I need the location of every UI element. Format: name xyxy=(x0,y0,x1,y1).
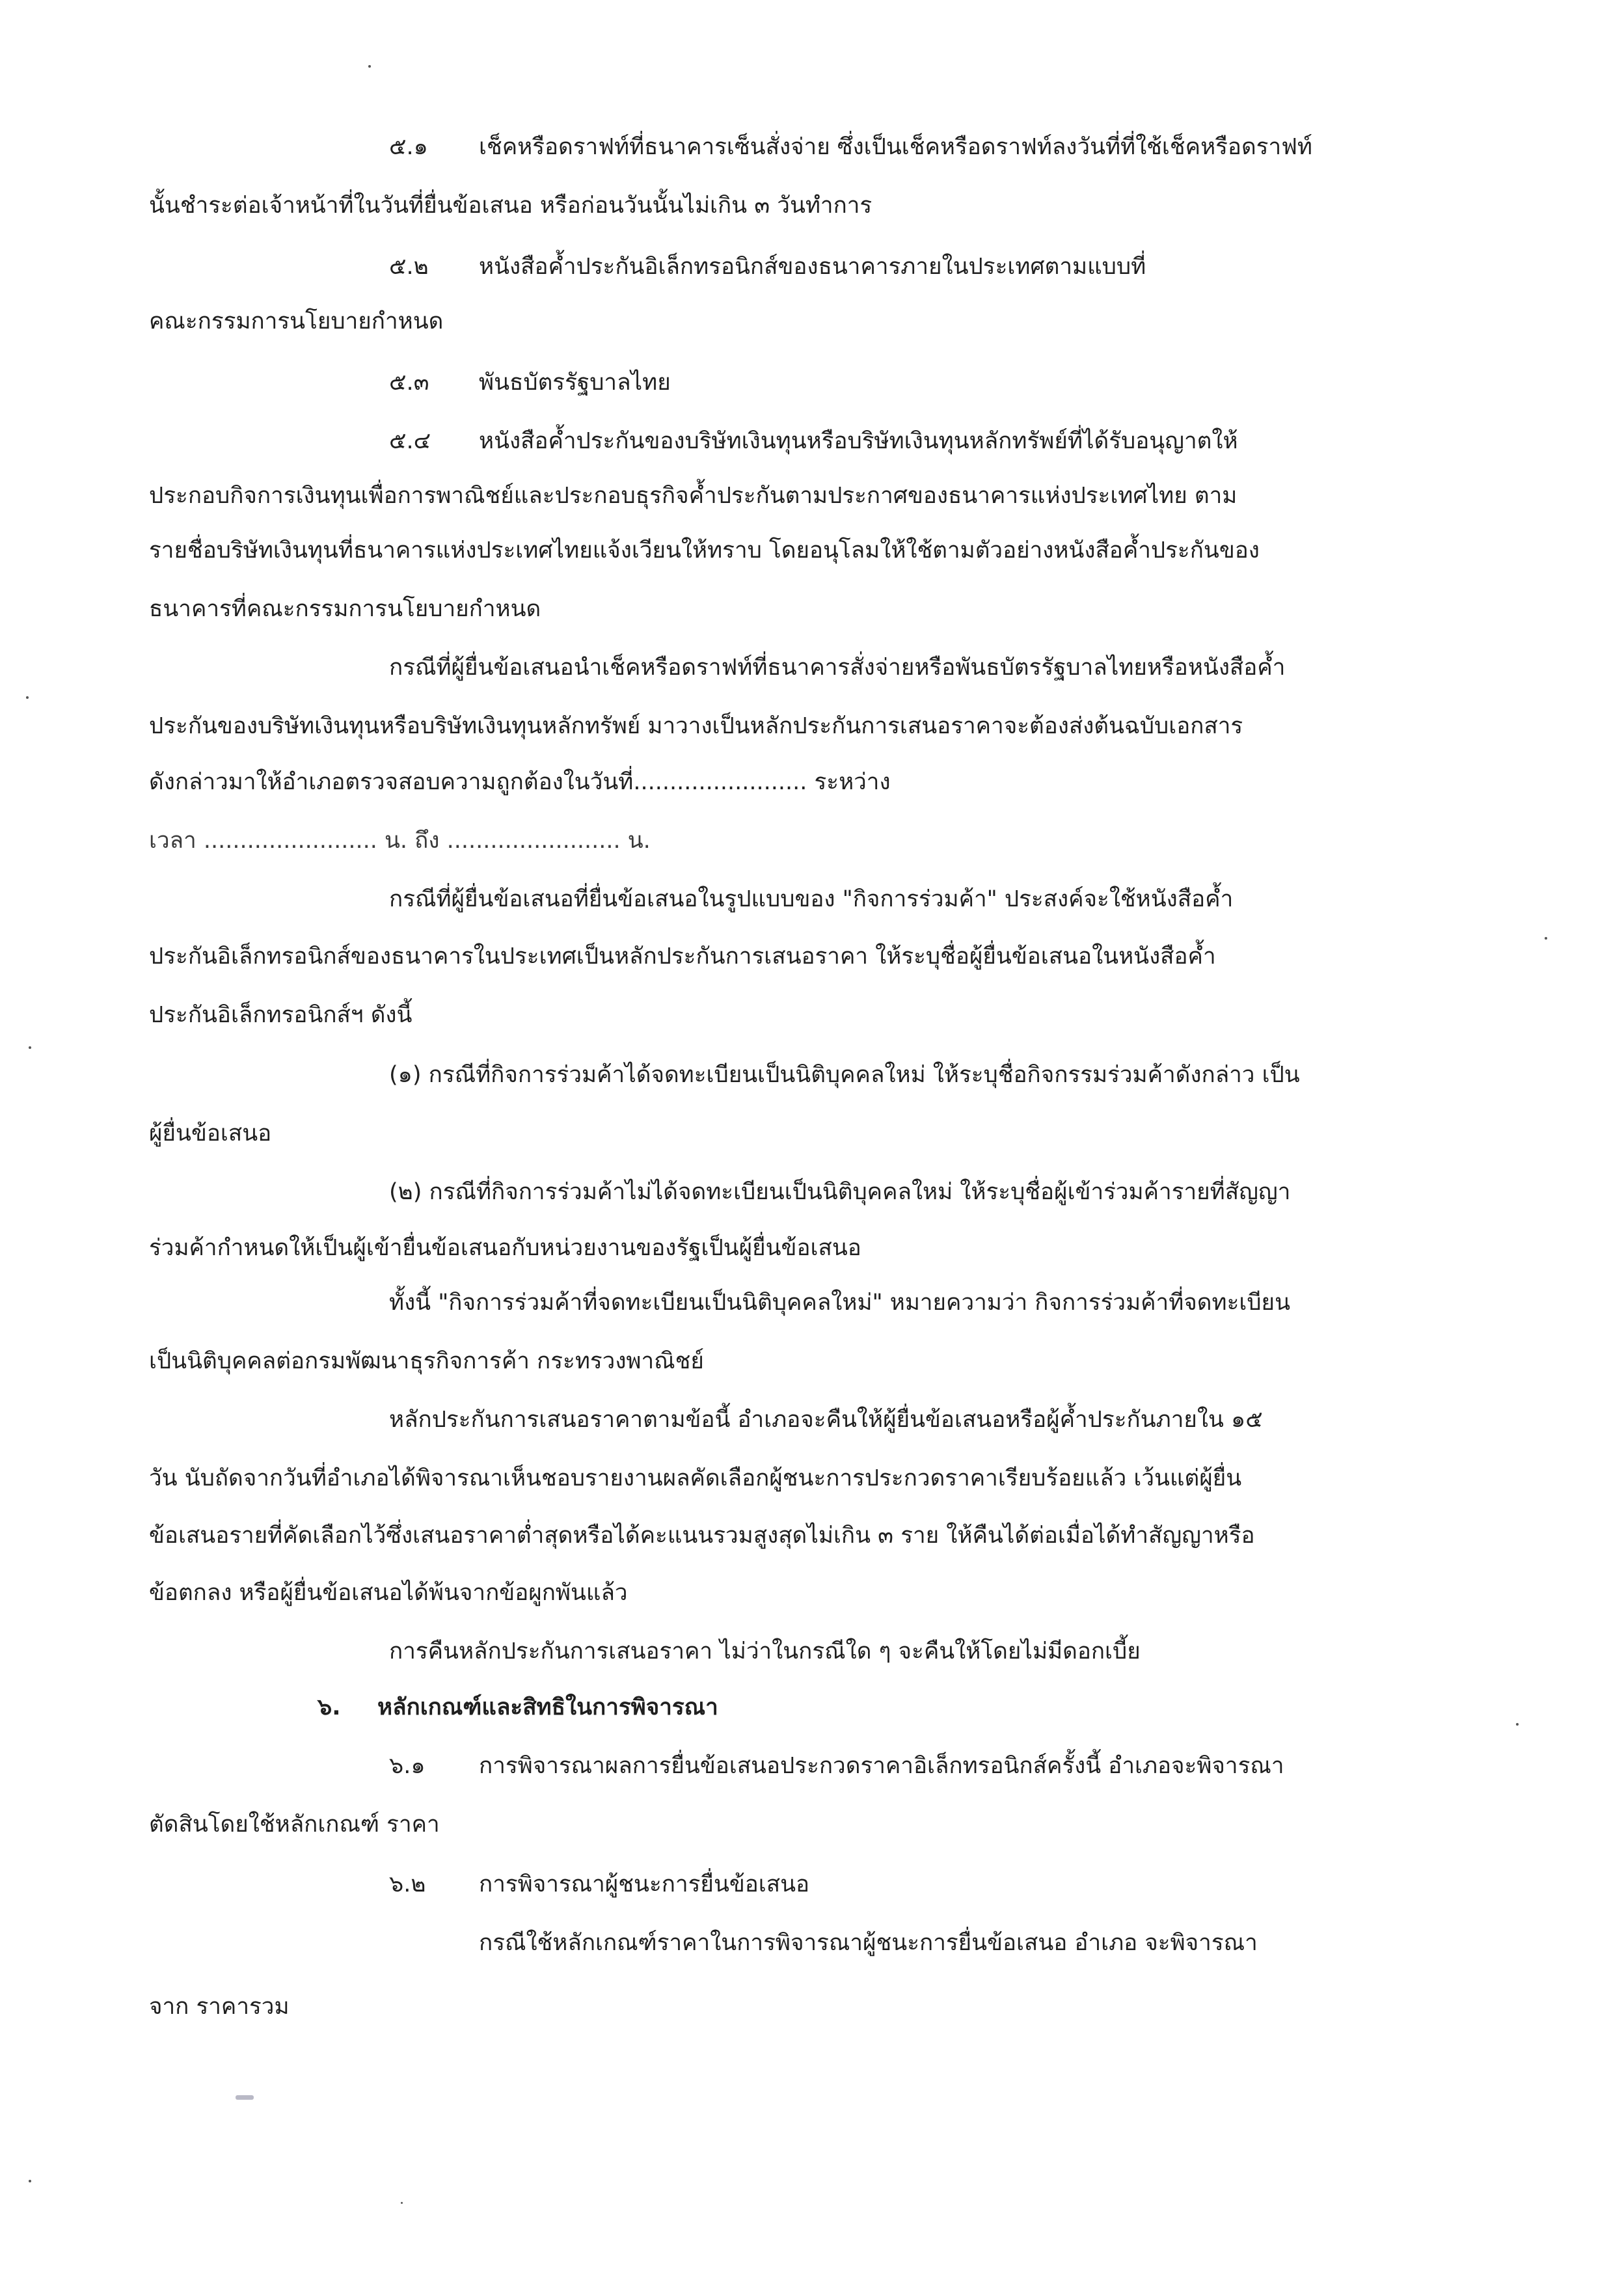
clause-6-1-continued: ตัดสินโดยใช้หลักเกณฑ์ ราคา xyxy=(149,1812,440,1838)
clause-5-2-continued: คณะกรรมการนโยบายกำหนด xyxy=(149,308,444,334)
clause-5-1-continued: นั้นชำระต่อเจ้าหน้าที่ในวันที่ยื่นข้อเสนอ หรือก่อนวันนั้นไม่เกิน ๓ วันทำการ xyxy=(149,193,873,219)
paragraph-h-line-1: กรณีใช้หลักเกณฑ์ราคาในการพิจารณาผู้ชนะการยื่นข้อเสนอ อำเภอ จะพิจารณา xyxy=(479,1930,1258,1956)
clause-5-4 xyxy=(389,426,1238,457)
clause-5-3 xyxy=(389,367,671,398)
clause-text: หนังสือค้ำประกันอิเล็กทรอนิกส์ของธนาคารภายในประเทศตามแบบที่ xyxy=(479,254,1146,280)
section-title: หลักเกณฑ์และสิทธิในการพิจารณา xyxy=(377,1694,718,1720)
scan-speck xyxy=(368,65,371,68)
scan-speck xyxy=(29,2180,31,2182)
clause-5-4-line-4: ธนาคารที่คณะกรรมการนโยบายกำหนด xyxy=(149,596,541,622)
clause-number: ๖.๑ xyxy=(389,1753,426,1779)
clause-5-4-line-3: รายชื่อบริษัทเงินทุนที่ธนาคารแห่งประเทศไทยแจ้งเวียนให้ทราบ โดยอนุโลมให้ใช้ตามตัวอย่างหนังสือค้ำประกันของ xyxy=(149,537,1260,563)
clause-text: พันธบัตรรัฐบาลไทย xyxy=(479,370,671,396)
clause-number: ๕.๔ xyxy=(389,428,431,454)
clause-6-1 xyxy=(389,1750,1284,1782)
paragraph-d-line-2: ร่วมค้ากำหนดให้เป็นผู้เข้ายื่นข้อเสนอกับหน่วยงานของรัฐเป็นผู้ยื่นข้อเสนอ xyxy=(149,1235,861,1261)
clause-number: ๕.๓ xyxy=(389,370,429,396)
paragraph-f-line-3: ข้อเสนอรายที่คัดเลือกไว้ซึ่งเสนอราคาต่ำสุดหรือได้คะแนนรวมสูงสุดไม่เกิน ๓ ราย ให้คืนได้ต่อเมื่อได้ทำสัญญาหรือ xyxy=(149,1523,1255,1549)
paragraph-g-line-1: การคืนหลักประกันการเสนอราคา ไม่ว่าในกรณีใด ๆ จะคืนให้โดยไม่มีดอกเบี้ย xyxy=(389,1638,1141,1664)
paragraph-f-line-2: วัน นับถัดจากวันที่อำเภอได้พิจารณาเห็นชอบรายงานผลคัดเลือกผู้ชนะการประกวดราคาเรียบร้อยแล้ว เว้นแต่ผู้ยื่น xyxy=(149,1465,1242,1491)
clause-number: ๖.๒ xyxy=(389,1871,426,1897)
paragraph-b-line-3: ประกันอิเล็กทรอนิกส์ฯ ดังนี้ xyxy=(149,1002,413,1028)
scan-speck xyxy=(1516,1723,1519,1726)
clause-number: ๕.๒ xyxy=(389,254,429,280)
scan-speck xyxy=(401,2202,403,2204)
clause-text: การพิจารณาผลการยื่นข้อเสนอประกวดราคาอิเล็กทรอนิกส์ครั้งนี้ อำเภอจะพิจารณา xyxy=(479,1753,1284,1779)
paragraph-b-line-2: ประกันอิเล็กทรอนิกส์ของธนาคารในประเทศเป็นหลักประกันการเสนอราคา ให้ระบุชื่อผู้ยื่นข้อเสนอในหนังสือค้ำ xyxy=(149,943,1216,970)
paragraph-f-line-1: หลักประกันการเสนอราคาตามข้อนี้ อำเภอจะคืนให้ผู้ยื่นข้อเสนอหรือผู้ค้ำประกันภายใน ๑๕ xyxy=(389,1407,1263,1433)
paragraph-b-line-1: กรณีที่ผู้ยื่นข้อเสนอที่ยื่นข้อเสนอในรูปแบบของ "กิจการร่วมค้า" ประสงค์จะใช้หนังสือค้ำ xyxy=(389,886,1234,912)
clause-6-2 xyxy=(389,1869,809,1900)
clause-number: ๕.๑ xyxy=(389,134,428,160)
scan-speck xyxy=(29,1046,31,1049)
paragraph-e-line-1: ทั้งนี้ "กิจการร่วมค้าที่จดทะเบียนเป็นนิติบุคคลใหม่" หมายความว่า กิจการร่วมค้าที่จดทะเบียน xyxy=(389,1290,1290,1316)
paragraph-d-line-1: (๒) กรณีที่กิจการร่วมค้าไม่ได้จดทะเบียนเป็นนิติบุคคลใหม่ ให้ระบุชื่อผู้เข้าร่วมค้ารายที่สัญญา xyxy=(389,1179,1291,1205)
paragraph-a-line-2: ประกันของบริษัทเงินทุนหรือบริษัทเงินทุนหลักทรัพย์ มาวางเป็นหลักประกันการเสนอราคาจะต้องส่งต้นฉบับเอกสาร xyxy=(149,713,1243,739)
clause-5-1 xyxy=(389,131,1312,163)
paragraph-e-line-2: เป็นนิติบุคคลต่อกรมพัฒนาธุรกิจการค้า กระทรวงพาณิชย์ xyxy=(149,1348,704,1374)
scan-speck xyxy=(1545,937,1547,940)
clause-5-4-line-2: ประกอบกิจการเงินทุนเพื่อการพาณิชย์และประกอบธุรกิจค้ำประกันตามประกาศของธนาคารแห่งประเทศไทย ตาม xyxy=(149,483,1238,509)
scan-mark xyxy=(236,2095,254,2100)
paragraph-c-line-1: (๑) กรณีที่กิจการร่วมค้าได้จดทะเบียนเป็นนิติบุคคลใหม่ ให้ระบุชื่อกิจกรรมร่วมค้าดังกล่าว เป็น xyxy=(389,1062,1300,1088)
clause-5-2 xyxy=(389,251,1146,282)
section-6-heading xyxy=(318,1692,718,1723)
section-number: ๖. xyxy=(318,1694,341,1720)
paragraph-f-line-4: ข้อตกลง หรือผู้ยื่นข้อเสนอได้พ้นจากข้อผูกพันแล้ว xyxy=(149,1580,628,1606)
paragraph-a-line-3: ดังกล่าวมาให้อำเภอตรวจสอบความถูกต้องในวันที่........................ ระหว่าง xyxy=(149,769,891,795)
paragraph-c-line-2: ผู้ยื่นข้อเสนอ xyxy=(149,1120,272,1147)
clause-text: เช็คหรือดราฟท์ที่ธนาคารเซ็นสั่งจ่าย ซึ่งเป็นเช็คหรือดราฟท์ลงวันที่ที่ใช้เช็คหรือดราฟท์ xyxy=(479,134,1312,160)
paragraph-a-line-4: เวลา ........................ น. ถึง ........................ น. xyxy=(149,828,651,854)
clause-text: หนังสือค้ำประกันของบริษัทเงินทุนหรือบริษัทเงินทุนหลักทรัพย์ที่ได้รับอนุญาตให้ xyxy=(479,428,1238,454)
scan-speck xyxy=(26,696,29,699)
clause-text: การพิจารณาผู้ชนะการยื่นข้อเสนอ xyxy=(479,1871,810,1897)
paragraph-a-line-1: กรณีที่ผู้ยื่นข้อเสนอนำเช็คหรือดราฟท์ที่ธนาคารสั่งจ่ายหรือพันธบัตรรัฐบาลไทยหรือหนังสือค้ำ xyxy=(389,655,1286,681)
paragraph-h-line-2: จาก ราคารวม xyxy=(149,1994,290,2020)
